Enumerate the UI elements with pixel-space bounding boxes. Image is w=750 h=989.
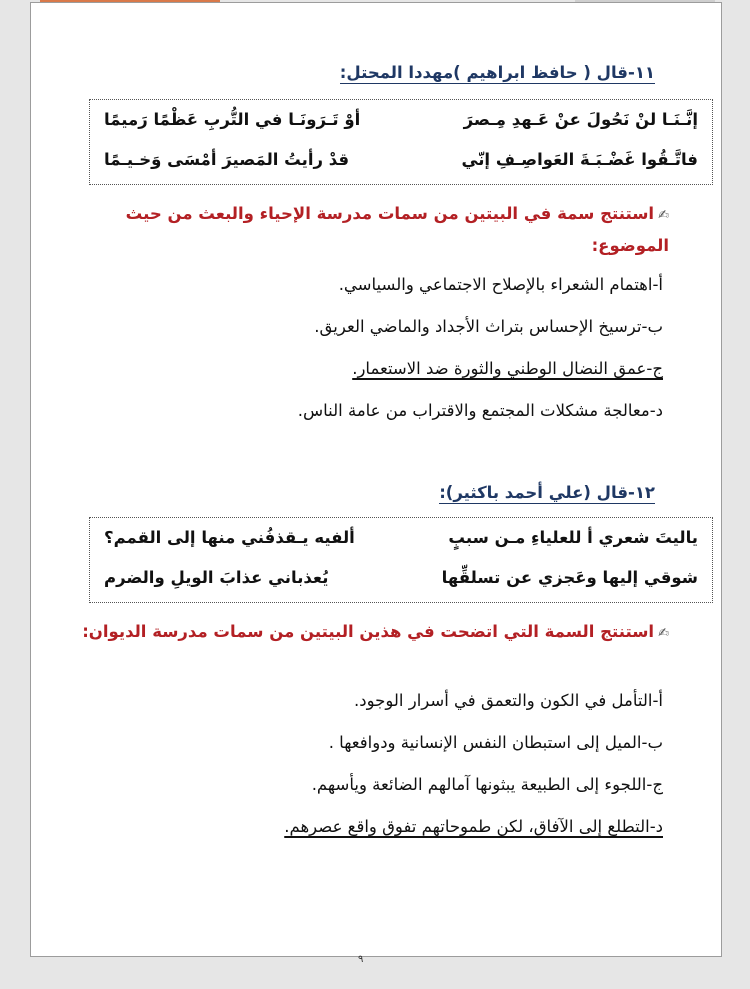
question-12-task [69,617,669,649]
verse-first-hemistich: فاتَّـقُوا غَضْـبَـةَ العَواصِـفِ إنّي [461,150,698,169]
verse-second-hemistich: ألفيه يـقذفُني منها إلى القمم؟ [104,528,355,547]
worksheet-page [30,2,722,957]
question-12-verses-box [89,517,713,603]
verse-row [90,568,712,602]
option-b: ب-ترسيخ الإحساس بتراث الأجداد والماضي العريق. [314,317,663,336]
task-text: استنتج السمة التي اتضحت في هذين البيتين من سمات مدرسة الديوان: [82,622,655,641]
option-c: ج-اللجوء إلى الطبيعة يبثونها آمالهم الضائعة ويأسهم. [311,775,663,794]
option-c-answer: ج-عمق النضال الوطني والثورة ضد الاستعمار. [352,359,663,378]
verse-row [90,150,712,184]
option-a: أ-اهتمام الشعراء بالإصلاح الاجتماعي والسياسي. [338,275,663,294]
verse-first-hemistich: إنَّـنَـا لنْ نَحُولَ عنْ عَـهدِ مِـصرَ [463,110,698,129]
question-11-verses-box [89,99,713,185]
task-text: استنتج سمة في البيتين من سمات مدرسة الإحياء والبعث من حيث الموضوع: [125,204,669,255]
question-11-title: ١١-قال ( حافظ ابراهيم )مهددا المحتل: [339,63,655,82]
verse-first-hemistich: شوقي إليها وعَجزي عن تسلقِّها [441,568,698,587]
option-d-answer: د-التطلع إلى الآفاق، لكن طموحاتهم تفوق واقع عصرهم. [284,817,663,836]
pencil-icon: ✍ [658,208,669,223]
verse-second-hemistich: يُعذباني عذابَ الويلِ والضرم [104,568,329,587]
verse-row [90,110,712,144]
question-11-task [69,199,669,261]
verse-second-hemistich: قدْ رأيتُ المَصيرَ أمْسَى وَخـيـمًا [104,150,350,169]
page-number: ٩ [358,954,364,965]
option-d: د-معالجة مشكلات المجتمع والاقتراب من عامة الناس. [297,401,663,420]
verse-row [90,528,712,562]
pencil-icon: ✍ [658,626,669,641]
verse-second-hemistich: أوْ تَـرَونَـا في التُّربِ عَظْمًا رَميمًا [104,110,361,129]
option-a: أ-التأمل في الكون والتعمق في أسرار الوجود. [354,691,663,710]
verse-first-hemistich: ياليتَ شعري أ للعلياءِ مـن سببٍ [448,528,698,547]
option-b: ب-الميل إلى استبطان النفس الإنسانية ودوافعها . [328,733,663,752]
question-12-title: ١٢-قال (علي أحمد باكثير): [439,483,655,502]
